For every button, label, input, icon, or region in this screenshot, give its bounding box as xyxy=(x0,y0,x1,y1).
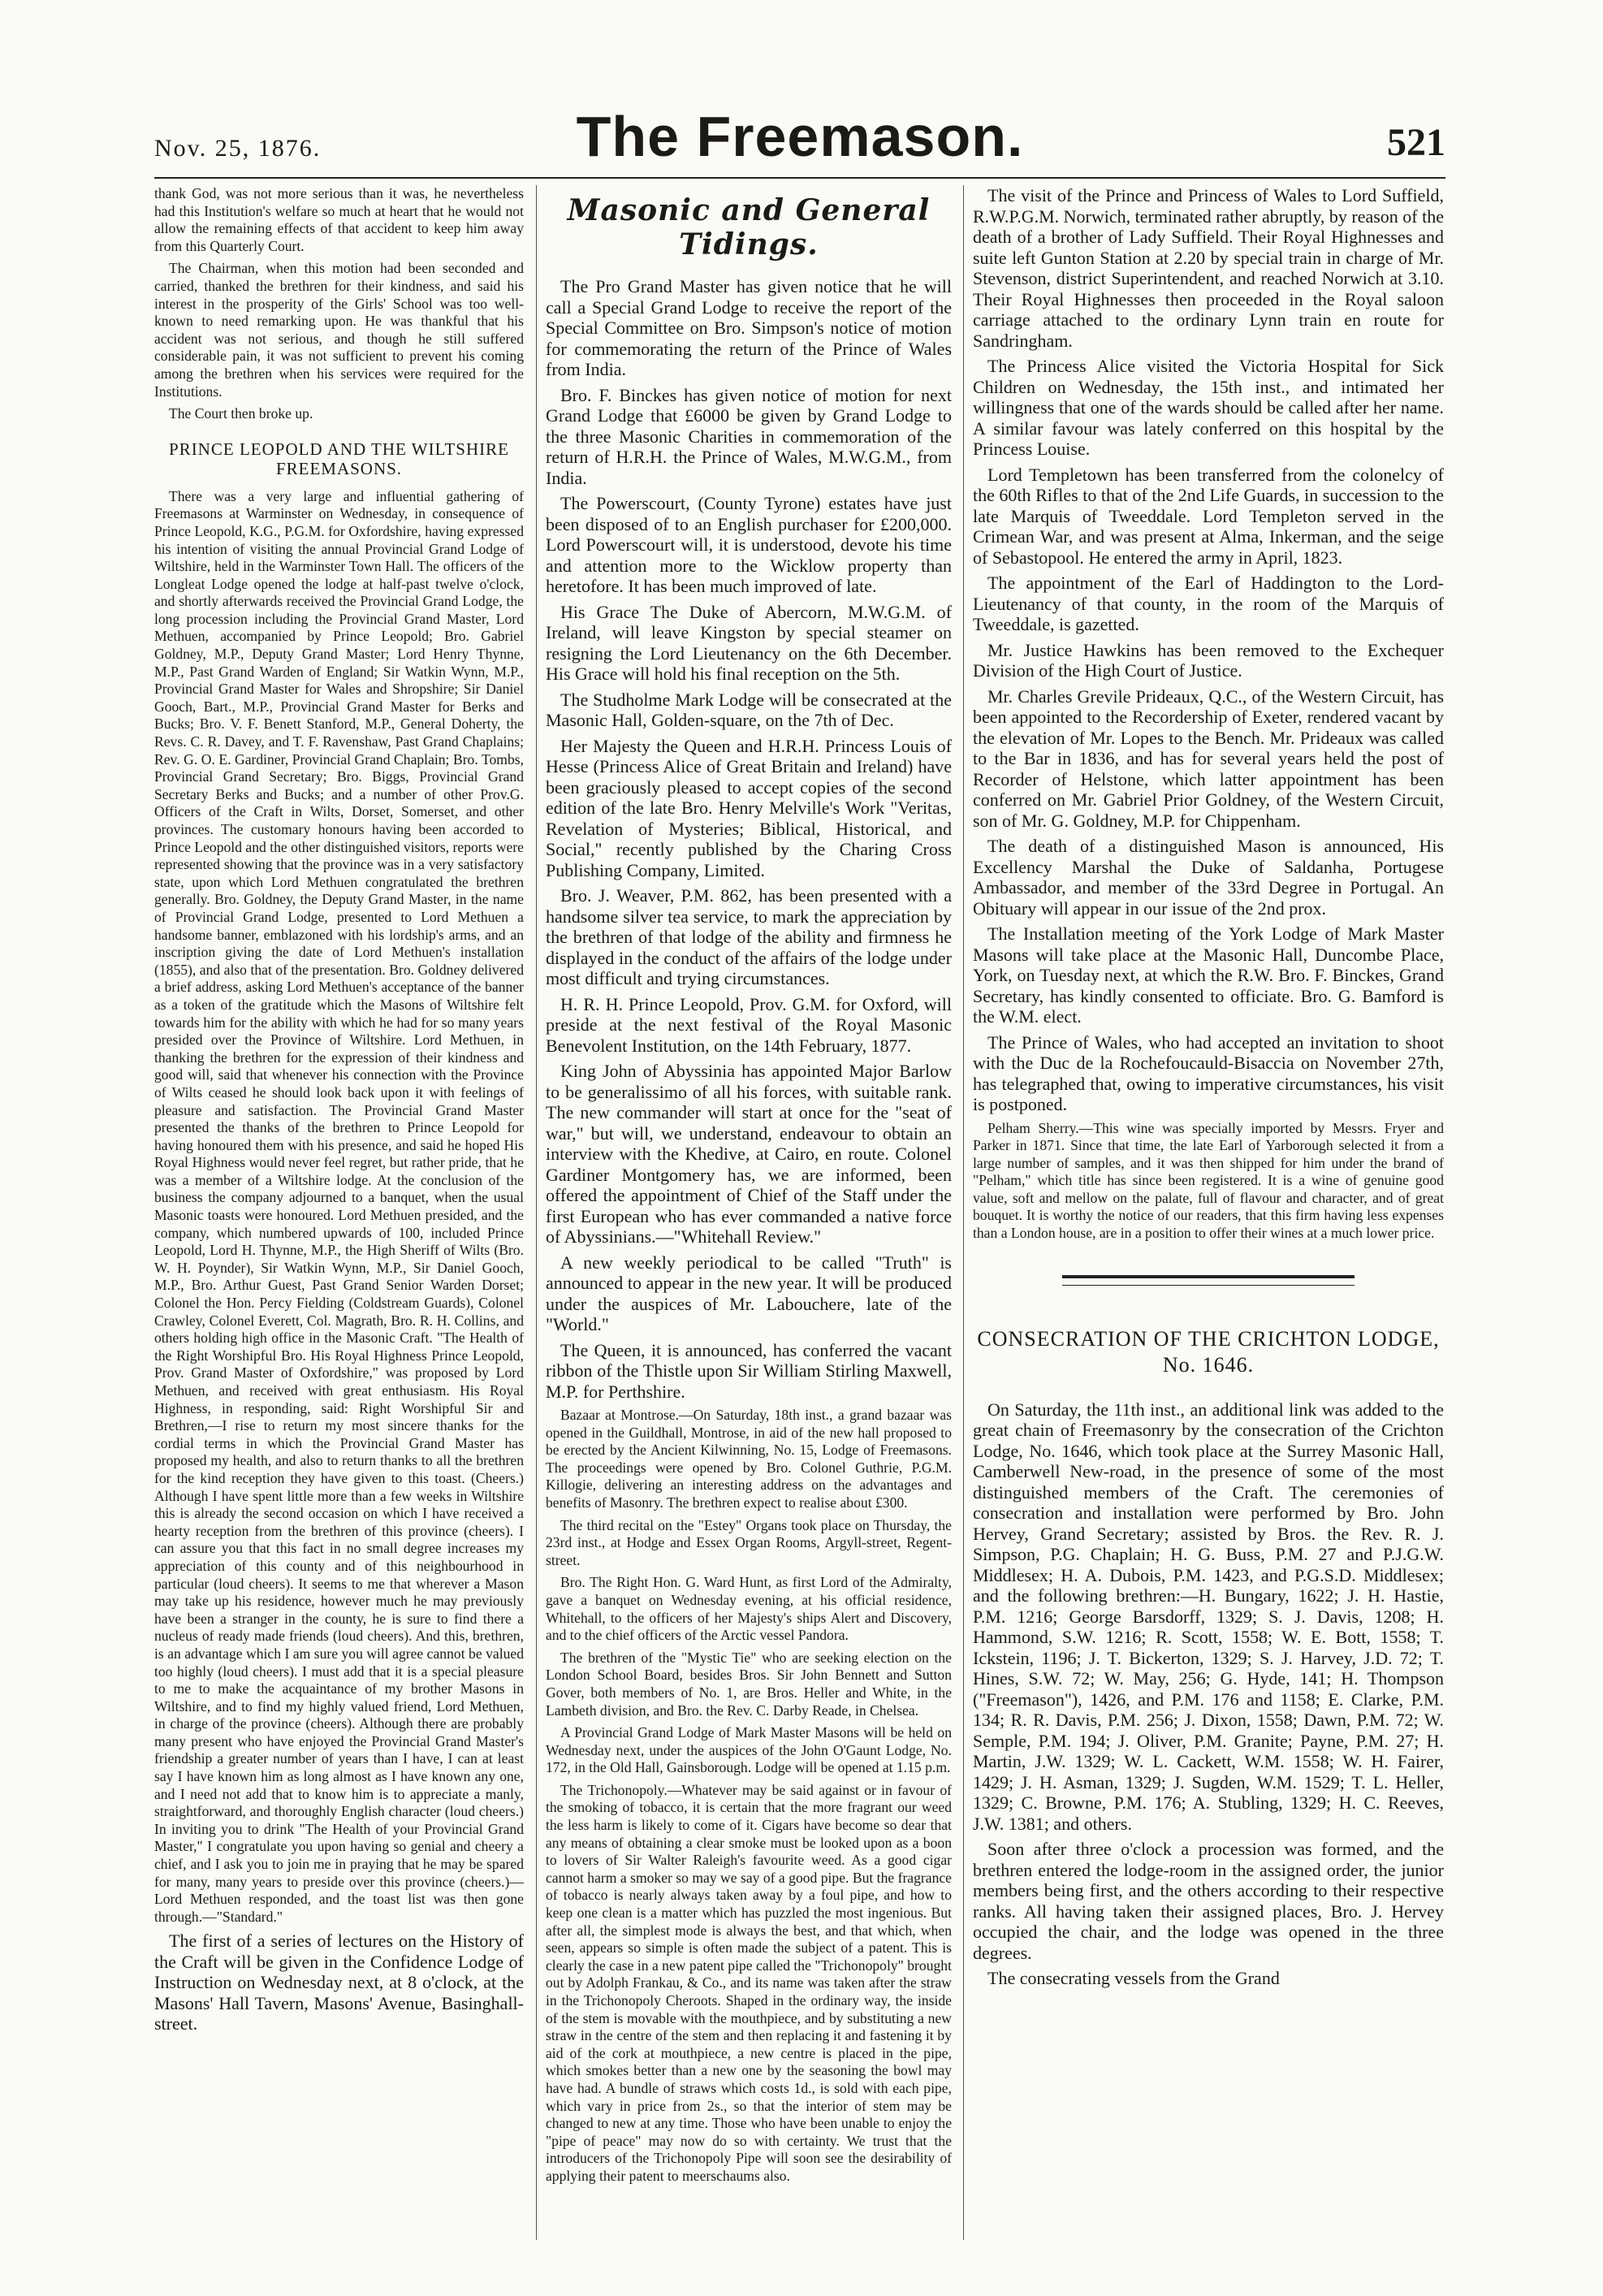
article-paragraph: The Court then broke up. xyxy=(169,405,313,422)
news-item: A Provincial Grand Lodge of Mark Master Masons will be held on Wednesday next, under the auspices of the John O'Gaunt Lodge, No. 172, in the Old Hall, Gainsborough. Lodge will be opened at 1.15 p.m. xyxy=(546,1724,952,1776)
issue-date: Nov. 25, 1876. xyxy=(154,135,322,162)
news-item: Pelham Sherry.—This wine was specially imported by Messrs. Fryer and Parker in 1871. Since that time, the late Earl of Yarborough selected it from a large number of samples, and it was then shipped for him under the brand of "Pelham," which title has since been registered. It is a wine of genuine good value, soft and mellow on the palate, full of flavour and character, and of great bouquet. It is worthy the notice of our readers, that this firm having less expenses than a London house, are in a position to offer their wines at a much lower price. xyxy=(973,1119,1444,1242)
article-paragraph: On Saturday, the 11th inst., an additional link was added to the great chain of Freemasonry by the consecration of the Crichton Lodge, No. 1646, which took place at the Surrey Masonic Hall, Camberwell New-road, in the presence of some of the most distinguished members of the Craft. The ceremonies of consecration and installation were performed by Bro. John Hervey, Grand Secretary; assisted by Bros. the Rev. R. J. Simpson, P.G. Chaplain; H. G. Buss, P.M. 27 and P.J.G.W. Middlesex; H. A. Dubois, P.M. 1423, and P.G.S.D. Middlesex; and the following brethren:—H. Bungary, 1622; J. H. Hastie, P.M. 1216; George Barsdorff, 1329; S. J. Davis, 1208; H. Hammond, S.W. 1216; R. Scott, 1558; W. E. Bott, 1558; T. Ickstein, 1196; J. T. Bickerton, 1329; S. J. Harvey, J.D. 72; T. Hines, S.W. 72; W. May, 256; G. Hyde, 141; H. Thompson ("Freemason"), 1426, and P.M. 176 and 1158; E. Clarke, P.M. 134; R. R. Davis, P.M. 256; J. Dixon, 1558; Dawn, P.M. 72; W. Semple, P.M. 194; J. Oliver, P.M. Granite; Payne, P.M. 27; H. Martin, J.W. 1329; W. L. Cackett, W.M. 1558; W. H. Fairer, 1429; J. H. Asman, 1329; J. Sugden, W.M. 1529; T. L. Heller, 1329; C. Browne, P.M. 176; A. Stubling, 1329; H. C. Reeves, J.W. 1381; and others. xyxy=(973,1399,1444,1834)
news-item: The visit of the Prince and Princess of Wales to Lord Suffield, R.W.P.G.M. Norwich, terminated rather abruptly, by reason of the death of a brother of Lady Suffield. Their Royal Highnesses and suite left Gunton Station at 2.20 by special train in charge of Mr. Stevenson, district Superintendent, and reached Norwich at 3.10. Their Royal Highnesses then proceeded in the Royal saloon carriage attached to the ordinary Lynn train en route for Sandringham. xyxy=(973,185,1444,351)
masthead-rule xyxy=(154,177,1445,179)
article-paragraph: thank God, was not more serious than it was, he nevertheless had this Institution's welfare so much at heart that he would not allow the remaining effects of that accident to keep him away from this Quarterly Court. xyxy=(154,185,524,254)
article-heading: PRINCE LEOPOLD AND THE WILTSHIRE FREEMASONS. xyxy=(169,439,509,478)
news-item: The death of a distinguished Mason is announced, His Excellency Marshal the Duke of Saldanha, Portugese Ambassador, and member of the 33rd Degree in Portugal. An Obituary will appear in our issue of the 2nd prox. xyxy=(973,836,1444,919)
news-item: Bro. F. Binckes has given notice of motion for next Grand Lodge that £6000 be given by Grand Lodge to the three Masonic Charities in commemoration of the return of H.R.H. the Prince of Wales, M.W.G.M., from India. xyxy=(546,384,952,488)
news-item: The Queen, it is announced, has conferred the vacant ribbon of the Thistle upon Sir William Stirling Maxwell, M.P. for Perthshire. xyxy=(546,1339,952,1402)
masthead xyxy=(154,104,1445,177)
news-item: The Installation meeting of the York Lodge of Mark Master Masons will take place at the Masonic Hall, Duncombe Place, York, on Tuesday next, at which the R.W. Bro. F. Binckes, Grand Secretary, has kindly consented to officiate. Bro. G. Bamford is the W.M. elect. xyxy=(973,923,1444,1027)
news-item: Lord Templetown has been transferred from the colonelcy of the 60th Rifles to that of the 2nd Life Guards, in succession to the late Marquis of Tweeddale. Lord Templeton served in the Crimean War, and was present at Alma, Inkerman, and the seige of Sebastopool. He entered the army in April, 1823. xyxy=(973,464,1444,568)
news-item: The Princess Alice visited the Victoria Hospital for Sick Children on Wednesday, the 15th inst., and intimated her willingness that one of the wards should be called after her name. A similar favour was lately conferred on this hospital by the Princess Louise. xyxy=(973,356,1444,459)
news-item: His Grace The Duke of Abercorn, M.W.G.M. of Ireland, will leave Kingston by special steamer on resigning the Lord Lieutenancy on the 6th December. His Grace will hold his final reception on the 5th. xyxy=(546,601,952,684)
column-divider xyxy=(536,185,537,2240)
news-item: H. R. H. Prince Leopold, Prov. G.M. for Oxford, will preside at the next festival of the Royal Masonic Benevolent Institution, on the 14th February, 1877. xyxy=(546,993,952,1056)
news-item: King John of Abyssinia has appointed Major Barlow to be generalissimo of all his forces, with suitable rank. The new commander will start at once for the "seat of war," but will, we understand, endeavour to obtain an interview with the Khedive, at Cairo, en route. Colonel Gardiner Montgomery has, we are informed, been offered the appointment of Chief of the Staff under the first European who has ever commanded a native force of Abyssinians.—"Whitehall Review." xyxy=(546,1061,952,1247)
news-item: The brethren of the "Mystic Tie" who are seeking election on the London School Board, besides Bros. Sir John Bennett and Sutton Gover, both members of No. 1, are Bros. Heller and White, in the Lambeth division, and Bro. the Rev. C. Darby Reade, in Chelsea. xyxy=(546,1649,952,1719)
article-paragraph: The first of a series of lectures on the History of the Craft will be given in the Confidence Lodge of Instruction on Wednesday next, at 8 o'clock, at the Masons' Hall Tavern, Masons' Avenue, Basinghall-street. xyxy=(154,1931,524,2034)
news-item: The Prince of Wales, who had accepted an invitation to shoot with the Duc de la Rochefoucauld-Bisaccia on November 27th, has telegraphed that, owing to imperative circumstances, his visit is postponed. xyxy=(973,1031,1444,1114)
section-divider xyxy=(1062,1275,1355,1286)
article-paragraph: The Chairman, when this motion had been seconded and carried, thanked the brethren for their kindness, and said his interest in the prosperity of the Girls' School was too well-known to need remarking upon. He was thankful that his accident was not serious, and though he still suffered considerable pain, it was not sufficient to prevent his coming among the brethren when his services were required for the Institutions. xyxy=(154,260,524,400)
news-item: Mr. Justice Hawkins has been removed to the Exchequer Division of the High Court of Justice. xyxy=(973,639,1444,681)
news-item: Bro. J. Weaver, P.M. 862, has been presented with a handsome silver tea service, to mark the appreciation by the brethren of that lodge of the ability and firmness he displayed in the conduct of the affairs of the lodge under most difficult and trying circumstances. xyxy=(546,885,952,988)
article-paragraph: The consecrating vessels from the Grand xyxy=(987,1968,1280,1989)
news-item: Bazaar at Montrose.—On Saturday, 18th inst., a grand bazaar was opened in the Guildhall, Montrose, in aid of the new hall proposed to be erected by the Ancient Kilwinning, No. 15, Lodge of Freemasons. The proceedings were opened by Bro. Colonel Guthrie, P.G.M. Killogie, delivering an interesting address on the advantages and benefits of Masonry. The brethren expect to realise about £300. xyxy=(546,1407,952,1511)
column-divider xyxy=(963,185,964,2240)
column-right xyxy=(973,185,1444,2240)
news-item: A new weekly periodical to be called "Truth" is announced to appear in the new year. It will be produced under the auspices of Mr. Labouchere, late of the "World." xyxy=(546,1252,952,1334)
news-item: The appointment of the Earl of Haddington to the Lord-Lieutenancy of that county, in the room of the Marquis of Tweeddale, is gazetted. xyxy=(973,573,1444,634)
newspaper-title: The Freemason. xyxy=(576,105,1024,168)
news-item: The third recital on the "Estey" Organs took place on Thursday, the 23rd inst., at Hodge and Essex Organ Rooms, Argyll-street, Regent-street. xyxy=(546,1516,952,1568)
article-heading: CONSECRATION OF THE CRICHTON LODGE, No. 1646. xyxy=(977,1326,1440,1377)
page-number: 521 xyxy=(1387,121,1445,164)
news-item: The Powerscourt, (County Tyrone) estates have just been disposed of to an English purchaser for £200,000. Lord Powerscourt will, it is understood, devote his time and attention more to the Wicklow property than heretofore. It has been much improved of late. xyxy=(546,493,952,596)
news-item: The Studholme Mark Lodge will be consecrated at the Masonic Hall, Golden-square, on the 7th of Dec. xyxy=(546,689,952,730)
news-item: Bro. The Right Hon. G. Ward Hunt, as first Lord of the Admiralty, gave a banquet on Wednesday evening, at his official residence, Whitehall, to the officers of her Majesty's ships Alert and Discovery, and to the chief officers of the Arctic vessel Pandora. xyxy=(546,1574,952,1644)
article-paragraph: Soon after three o'clock a procession was formed, and the brethren entered the lodge-room in the assigned order, the junior members being first, and the others according to their respective ranks. All having taken their assigned places, Bro. J. Hervey occupied the chair, and the lodge was opened in the three degrees. xyxy=(973,1839,1444,1963)
article-paragraph: There was a very large and influential gathering of Freemasons at Warminster on Wednesday, in consequence of Prince Leopold, K.G., P.G.M. for Oxfordshire, having expressed his intention of visiting the annual Provincial Grand Lodge of Wiltshire, held in the Warminster Town Hall. The officers of the Longleat Lodge opened the lodge at half-past twelve o'clock, and shortly afterwards received the Provincial Grand Lodge, the long procession including the Provincial Grand Master, Lord Methuen, accompanied by Prince Leopold; Bro. Gabriel Goldney, M.P., Deputy Grand Master; Lord Henry Thynne, M.P., Past Grand Warden of England; Sir Watkin Wynn, M.P., Provincial Grand Master for Wales and Shropshire; Sir Daniel Gooch, Bart., M.P., Provincial Grand Master for Berks and Bucks; Bro. V. F. Benett Stanford, M.P., General Doherty, the Revs. C. R. Davey, and T. F. Ravenshaw, Past Grand Chaplains; Rev. G. O. E. Gardiner, Provincial Grand Chaplain; Bro. Tombs, Provincial Grand Secretary; Bro. Biggs, Provincial Grand Secretary Berks and Bucks; and a number of other Prov.G. Officers of the Craft in Wilts, Dorset, Somerset, and other provinces. The customary honours having been accorded to Prince Leopold and the other distinguished visitors, reports were represented showing that the province was in a very satisfactory state, upon which Lord Methuen congratulated the brethren generally. Bro. Goldney, the Deputy Grand Master, in the name of Provincial Grand Lodge, presented to Lord Methuen a handsome banner, emblazoned with his lordship's arms, and an inscription giving the date of Lord Methuen's installation (1855), and also that of the presentation. Bro. Goldney delivered a brief address, asking Lord Methuen's acceptance of the banner as a token of the gratitude which the Masons of Wiltshire felt towards him for the ability with which he had for so many years presided over the Province of Wiltshire. Lord Methuen, in thanking the brethren for the expression of their kindness and good will, said that whenever his connection with the Province of Wilts ceased he should look back upon it with feelings of pleasure and satisfaction. The Provincial Grand Master presented the thanks of the brethren to Prince Leopold for having honoured them with his presence, and said he hoped His Royal Highness would never feel regret, but rather pride, that he was a member of a Wiltshire lodge. At the conclusion of the business the company adjourned to a banquet, when the usual Masonic toasts were honoured. Lord Methuen presided, and the company, which numbered upwards of 100, included Prince Leopold, Lord H. Thynne, M.P., the High Sheriff of Wilts (Bro. W. H. Poynder), Sir Watkin Wynn, M.P., Sir Daniel Gooch, M.P., Bro. Arthur Guest, Past Grand Senior Warden Dorset; Colonel the Hon. Percy Fielding (Coldstream Guards), Colonel Crawley, Colonel Everett, Col. Magrath, Bro. R. H. Collins, and others holding high office in the Masonic Craft. "The Health of the Right Worshipful Bro. His Royal Highness Prince Leopold, Prov. Grand Master of Oxfordshire," was proposed by Lord Methuen, and received with great enthusiasm. His Royal Highness, in responding, said: Right Worshipful Sir and Brethren,—I rise to return my most sincere thanks for the cordial terms in which the Provincial Grand Master has proposed my health, and also to return thanks to all the brethren for the kind reception they have given to this toast. (Cheers.) Although I have spent little more than a few weeks in Wiltshire this is already the second occasion on which I have received a hearty reception from the brethren of this province (cheers). I can assure you that this fact in no small degree increases my appreciation of this county and of this neighbourhood in particular (loud cheers). It seems to me that wherever a Mason may take up his residence, however much he may previously have been a stranger in the county, he is sure to find there a nucleus of ready made friends (loud cheers). And this, brethren, is an advantage which I am sure you will agree cannot be valued too highly (loud cheers). I must add that it is a special pleasure to me to make the acquaintance of my brother Masons in Wiltshire, and to find my highly valued friend, Lord Methuen, in charge of the province (cheers). Although there are probably many present who have enjoyed the Provincial Grand Master's friendship a greater number of years than I have, I can at least say I have known him as long almost as I have known any one, and I need not add that to know him is to appreciate a manly, straightforward, and thoroughly English character (loud cheers.) In inviting you to drink "The Health of your Provincial Grand Master," I congratulate you upon having so genial and cheery a chief, and I ask you to join me in praying that he may be spared for many, many years to preside over this province (cheers.)—Lord Methuen responded, and the toast list was then gone through.—"Standard." xyxy=(154,487,524,1925)
news-item: Her Majesty the Queen and H.R.H. Princess Louis of Hesse (Princess Alice of Great Britain and Ireland) have been graciously pleased to accept copies of the second edition of the late Bro. Henry Melville's Work "Veritas, Revelation of Mysteries; Biblical, Historical, and Social," recently published by the Charing Cross Publishing Company, Limited. xyxy=(546,735,952,880)
news-item: The Trichonopoly.—Whatever may be said against or in favour of the smoking of tobacco, it is certain that the more fragrant our weed the less harm is likely to come of it. Cigars have become so dear that any means of obtaining a clear smoke must be looked upon as a boon to lovers of Sir Walter Raleigh's favourite weed. As a good cigar cannot harm a smoker so may we say of a good pipe. But the fragrance of tobacco is nearly always taken away by a foul pipe, and how to keep one clean is a matter which has puzzled the most ingenious. But after all, the simplest mode is always the best, and that which, when seen, appears so simple is often made the subject of a patent. This is clearly the case in a new patent pipe called the "Trichonopoly" brought out by Adolph Frankau, & Co., and its name was taken after the straw in the Trichonopoly Cheroots. Shaped in the ordinary way, the inside of the stem is movable with the mouthpiece, and by substituting a new straw in the centre of the stem and then replacing it and fastening it by aid of the cork at mouthpiece, a new centre is placed in the pipe, which smokes better than a new one by the seasoning the bowl may have had. A bundle of straws which costs 1d., is sold with each pipe, which vary in price from 2s., so that the interior of stem may be changed to new at any time. Those who have been unable to enjoy the "pipe of peace" may now do so with certainty. We trust that the introducers of the Trichonopoly Pipe will soon see the desirability of applying their patent to meerschaums also. xyxy=(546,1781,952,2184)
news-item: Mr. Charles Grevile Prideaux, Q.C., of the Western Circuit, has been appointed to the Recordership of Exeter, rendered vacant by the elevation of Mr. Lopes to the Bench. Mr. Prideaux was called to the Bar in 1836, and has for several years held the post of Recorder of Helstone, which latter appointment has been conferred on Mr. Gabriel Prior Goldney, of the Western Circuit, son of Mr. G. Goldney, M.P. for Chippenham. xyxy=(973,685,1444,831)
news-item: The Pro Grand Master has given notice that he will call a Special Grand Lodge to receive the report of the Special Committee on Bro. Simpson's notice of motion for commemorating the return of the Prince of Wales from India. xyxy=(546,276,952,379)
column-left xyxy=(154,185,524,2240)
column-middle xyxy=(546,185,952,2240)
section-heading: Masonic and General Tidings. xyxy=(567,193,931,262)
